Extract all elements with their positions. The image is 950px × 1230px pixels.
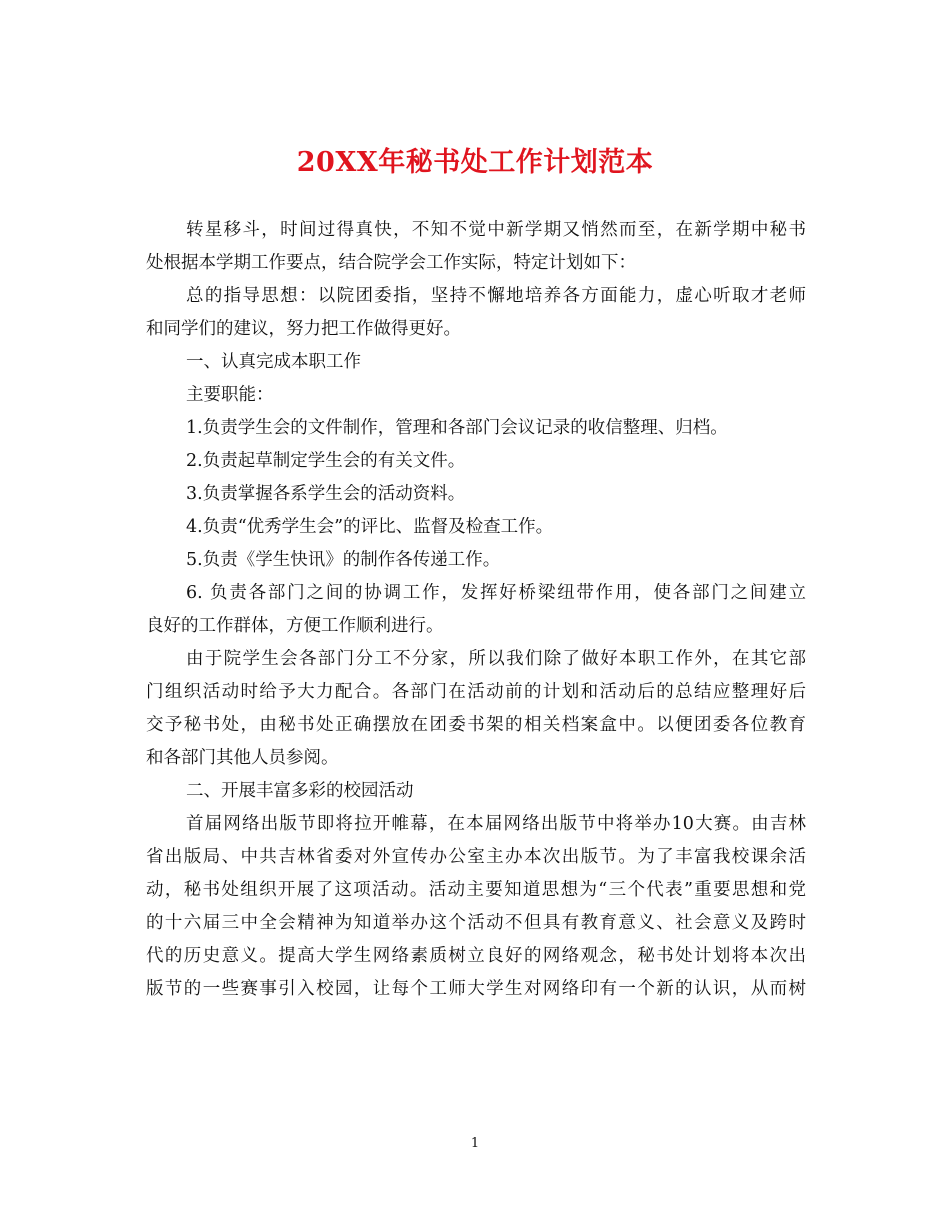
body-text-line: 和各部门其他人员参阅。 (146, 748, 339, 768)
body-text-line: 代的历史意义。提高大学生网络素质树立良好的网络观念，秘书处计划将本次出 (146, 946, 806, 966)
body-text-line: 4.负责“优秀学生会”的评比、监督及检查工作。 (186, 517, 554, 537)
body-text-line: 2.负责起草制定学生会的有关文件。 (186, 451, 466, 471)
body-text-line: 首届网络出版节即将拉开帷幕，在本届网络出版节中将举办10大赛。由吉林 (186, 814, 806, 834)
body-text-line: 交予秘书处，由秘书处正确摆放在团委书架的相关档案盒中。以便团委各位教育 (146, 715, 806, 735)
body-text-line: 6. 负责各部门之间的协调工作，发挥好桥梁纽带作用，使各部门之间建立 (186, 583, 806, 603)
body-text-line: 转星移斗，时间过得真快，不知不觉中新学期又悄然而至，在新学期中秘书 (186, 220, 806, 240)
body-text-line: 省出版局、中共吉林省委对外宣传办公室主办本次出版节。为了丰富我校课余活 (146, 847, 806, 867)
body-text-line: 3.负责掌握各系学生会的活动资料。 (186, 484, 466, 504)
body-text-line: 的十六届三中全会精神为知道举办这个活动不但具有教育意义、社会意义及跨时 (146, 913, 806, 933)
document-title: 20XX年秘书处工作计划范本 (296, 147, 654, 178)
body-text-line: 和同学们的建议，努力把工作做得更好。 (146, 319, 461, 339)
body-text-line: 动，秘书处组织开展了这项活动。活动主要知道思想为“三个代表”重要思想和党 (146, 880, 806, 900)
body-text-line: 总的指导思想：以院团委指，坚持不懈地培养各方面能力，虚心听取才老师 (186, 286, 806, 306)
body-text-line: 良好的工作群体，方便工作顺利进行。 (146, 616, 444, 636)
body-text-line: 版节的一些赛事引入校园，让每个工师大学生对网络印有一个新的认识，从而树 (146, 979, 806, 999)
page-number: 1 (470, 1136, 480, 1151)
document-body (146, 214, 806, 1006)
body-text-line: 由于院学生会各部门分工不分家，所以我们除了做好本职工作外，在其它部 (186, 649, 806, 669)
body-text-line: 5.负责《学生快讯》的制作各传递工作。 (186, 550, 501, 570)
body-text-line: 1.负责学生会的文件制作，管理和各部门会议记录的收信整理、归档。 (186, 418, 728, 438)
body-text-line: 门组织活动时给予大力配合。各部门在活动前的计划和活动后的总结应整理好后 (146, 682, 806, 702)
body-text-line: 主要职能： (186, 385, 274, 405)
body-text-line: 一、认真完成本职工作 (186, 352, 361, 372)
body-text-line: 二、开展丰富多彩的校园活动 (186, 781, 414, 801)
body-text-line: 处根据本学期工作要点，结合院学会工作实际，特定计划如下： (146, 253, 636, 273)
